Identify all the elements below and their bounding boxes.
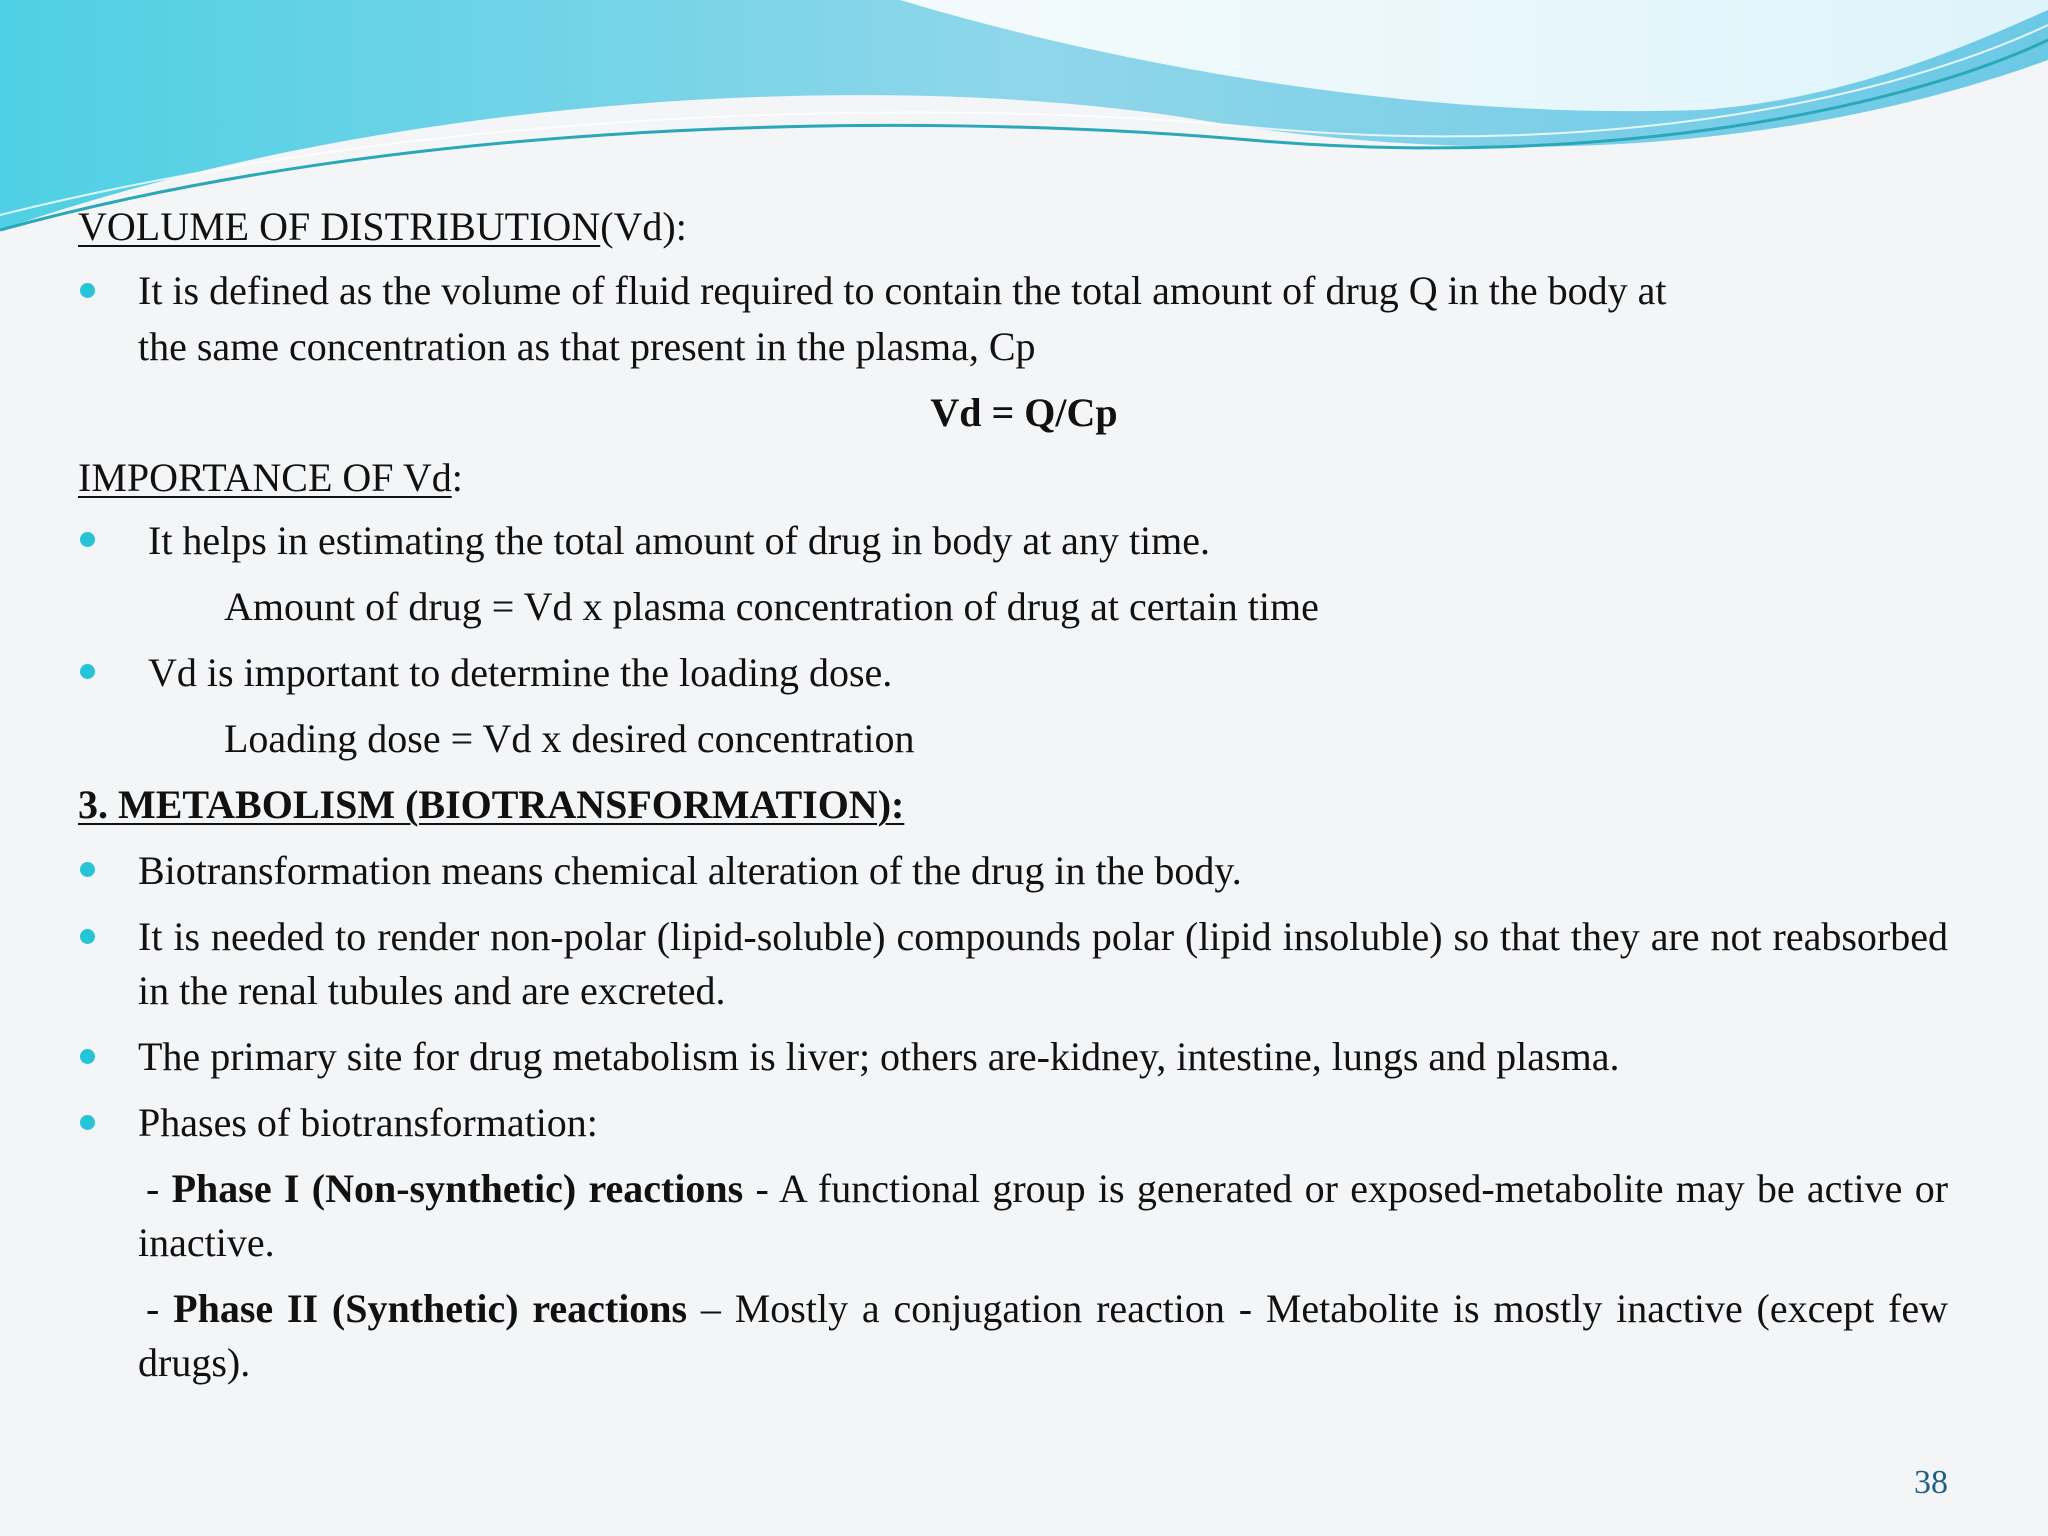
metabolism-bullet-4: Phases of biotransformation: [138,1100,598,1145]
phase-2-text [138,1282,1948,1390]
phase-1-rest: - A functional group is generated or exposed-metabolite may be active or inactive. [138,1166,1949,1265]
phase-2-bold: Phase II (Synthetic) reactions [173,1286,688,1331]
page-number: 38 [1914,1464,1948,1501]
metabolism-bullet-1: Biotransformation means chemical alteration of the drug in the body. [138,848,1242,893]
vd-bullet-1-line-1: It is defined as the volume of fluid required to contain the total amount of drug Q in the body at [138,268,1667,313]
bullet-dot-icon [80,862,95,877]
phase-1-prefix: - [146,1166,160,1211]
vd-heading [78,204,687,250]
importance-formula-1: Amount of drug = Vd x plasma concentration of drug at certain time [224,584,1319,629]
importance-heading-rest: : [451,455,463,500]
importance-bullet-2: Vd is important to determine the loading dose. [148,650,893,695]
vd-heading-rest: (Vd): [600,204,687,249]
vd-formula: Vd = Q/Cp [930,390,1118,435]
bullet-dot-icon [80,929,95,944]
importance-heading-underlined: IMPORTANCE OF Vd [78,455,452,500]
bullet-dot-icon [80,1049,95,1064]
metabolism-bullet-3: The primary site for drug metabolism is liver; others are-kidney, intestine, lungs and plasma. [138,1034,1620,1079]
phase-2-prefix: - [146,1286,160,1331]
phase-2-rest: – Mostly a conjugation reaction - Metabolite is mostly inactive (except few drugs). [138,1286,1949,1385]
metabolism-heading: 3. METABOLISM (BIOTRANSFORMATION): [78,782,905,827]
bullet-dot-icon [80,664,95,679]
bullet-dot-icon [80,283,95,298]
vd-bullet-1-line-2: the same concentration as that present in the plasma, Cp [138,324,1036,369]
bullet-dot-icon [80,1115,95,1130]
importance-bullet-1: It helps in estimating the total amount of drug in body at any time. [148,518,1211,563]
phase-1-text [138,1162,1948,1270]
bullet-dot-icon [80,532,95,547]
importance-heading [78,455,463,501]
vd-heading-underlined: VOLUME OF DISTRIBUTION [78,204,601,249]
phase-1-bold: Phase I (Non-synthetic) reactions [171,1166,744,1211]
importance-formula-2: Loading dose = Vd x desired concentration [224,716,915,761]
metabolism-bullet-2: It is needed to render non-polar (lipid-soluble) compounds polar (lipid insoluble) so that they are not reabsorbed in the renal tubules and are excreted. [138,914,1948,1013]
